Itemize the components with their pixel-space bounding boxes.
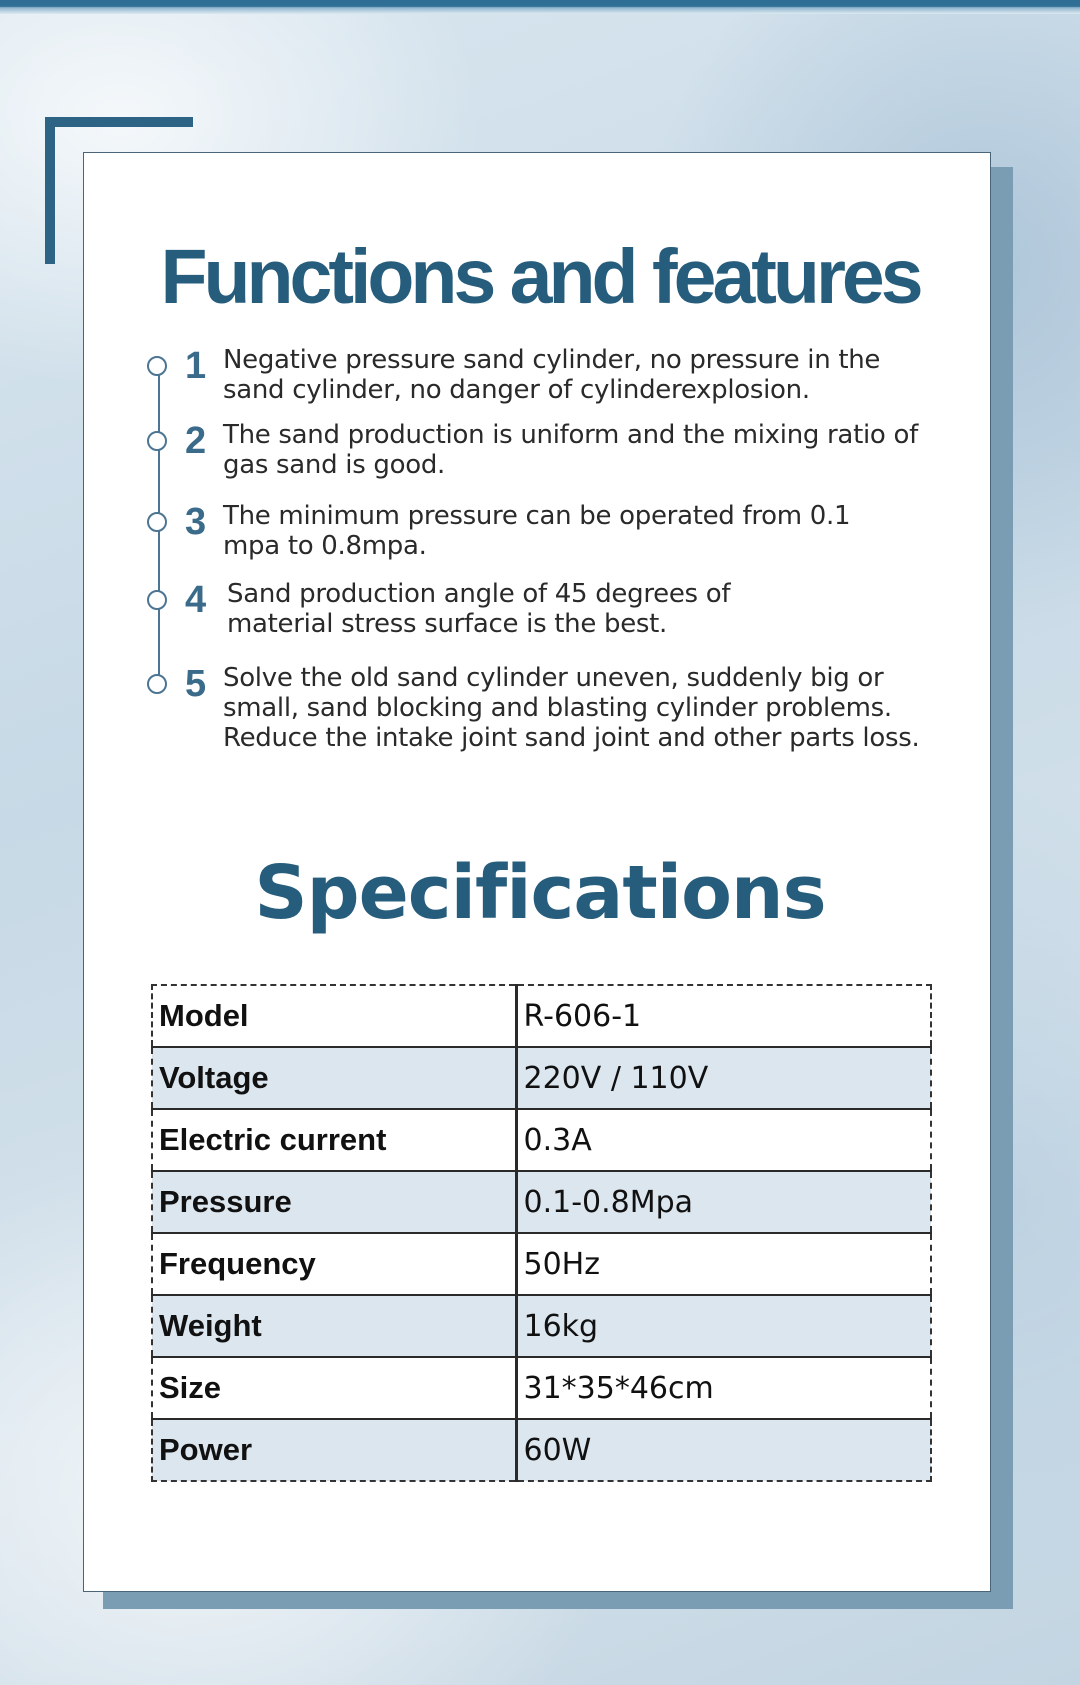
spec-value: 16kg — [516, 1295, 931, 1357]
timeline-dot-icon — [147, 356, 167, 376]
feature-text: The minimum pressure can be operated from 0.1 mpa to 0.8mpa. — [223, 501, 851, 561]
feature-number: 1 — [185, 345, 207, 387]
timeline-dot-icon — [147, 674, 167, 694]
spec-value: 60W — [516, 1419, 931, 1481]
table-row — [152, 1419, 931, 1481]
spec-value: 31*35*46cm — [516, 1357, 931, 1419]
feature-text: Sand production angle of 45 degrees of material stress surface is the best. — [227, 579, 731, 639]
feature-text: Negative pressure sand cylinder, no pressure in the sand cylinder, no danger of cylinderexplosion. — [223, 345, 881, 405]
feature-item — [145, 420, 945, 511]
table-row — [152, 1295, 931, 1357]
feature-number: 5 — [185, 663, 207, 705]
specifications-title: Specifications — [254, 850, 826, 936]
specifications-table — [151, 984, 932, 1482]
spec-value: R-606-1 — [516, 985, 931, 1047]
feature-number: 3 — [185, 501, 207, 543]
table-row — [152, 1357, 931, 1419]
feature-item — [145, 663, 945, 754]
feature-number: 4 — [185, 579, 207, 621]
feature-text: Solve the old sand cylinder uneven, suddenly big or small, sand blocking and blasting cylinder problems. Reduce the intake joint sand joint and other parts loss. — [223, 663, 920, 753]
features-title: Functions and features — [160, 234, 920, 320]
spec-value: 50Hz — [516, 1233, 931, 1295]
spec-value: 220V / 110V — [516, 1047, 931, 1109]
spec-label: Weight — [152, 1295, 516, 1357]
table-row — [152, 1047, 931, 1109]
feature-number: 2 — [185, 420, 207, 462]
timeline-dot-icon — [147, 590, 167, 610]
feature-text: The sand production is uniform and the mixing ratio of gas sand is good. — [223, 420, 918, 480]
spec-label: Size — [152, 1357, 516, 1419]
spec-label: Frequency — [152, 1233, 516, 1295]
spec-label: Voltage — [152, 1047, 516, 1109]
spec-label: Pressure — [152, 1171, 516, 1233]
timeline-dot-icon — [147, 431, 167, 451]
table-row — [152, 1171, 931, 1233]
corner-bracket-horizontal — [45, 117, 193, 127]
spec-label: Model — [152, 985, 516, 1047]
table-row — [152, 1109, 931, 1171]
feature-item — [145, 579, 945, 670]
table-row — [152, 985, 931, 1047]
spec-label: Electric current — [152, 1109, 516, 1171]
timeline-dot-icon — [147, 512, 167, 532]
spec-value: 0.3A — [516, 1109, 931, 1171]
table-row — [152, 1233, 931, 1295]
top-border-line — [0, 0, 1080, 14]
spec-label: Power — [152, 1419, 516, 1481]
spec-value: 0.1-0.8Mpa — [516, 1171, 931, 1233]
